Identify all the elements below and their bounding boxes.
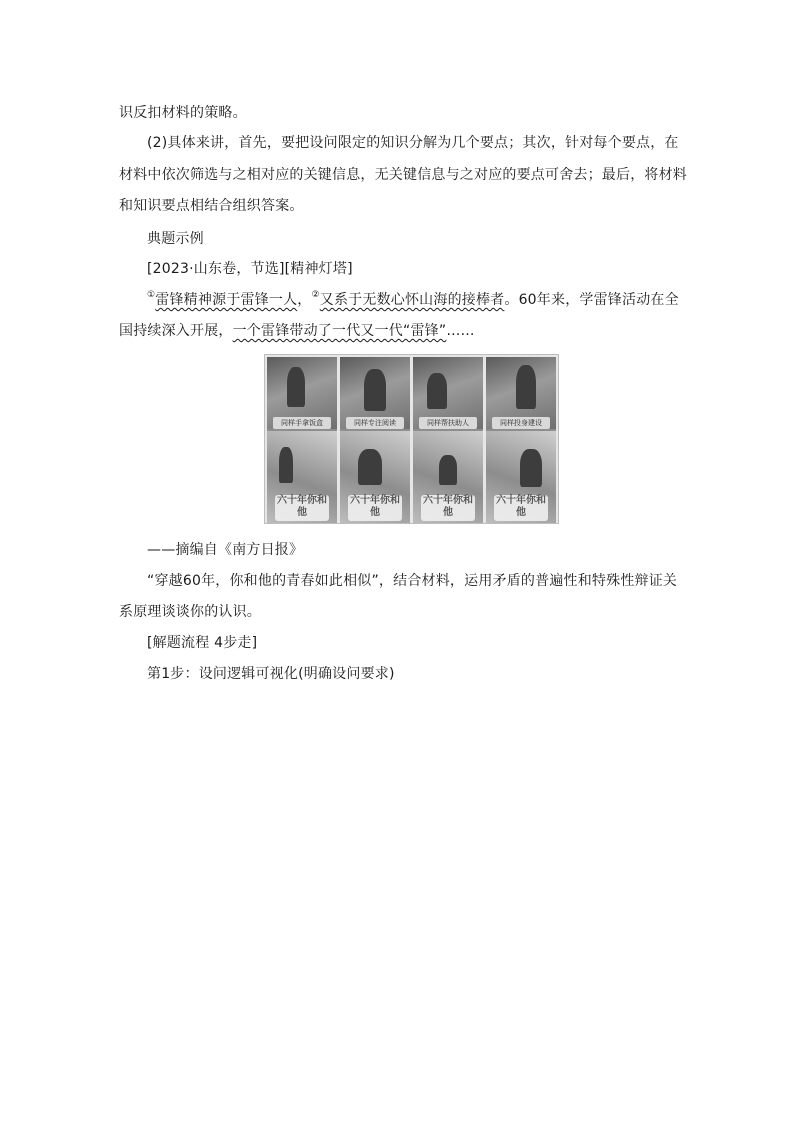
panel-badge: 六十年你和他: [421, 495, 475, 521]
photo-panel: [340, 357, 410, 523]
panel-caption: 同样专注阅读: [346, 417, 404, 429]
underlined-phrase-2: 又系于无数心怀山海的接棒者: [319, 292, 505, 308]
material-text: 。60年来，学雷锋活动在全: [504, 292, 679, 308]
panel-badge: 六十年你和他: [494, 495, 548, 521]
photo-collage: [264, 354, 559, 524]
underlined-phrase-1: 雷锋精神源于雷锋一人: [155, 292, 298, 308]
text-line: (2)具体来讲，首先，要把设问限定的知识分解为几个要点；其次，针对每个要点，在: [147, 135, 679, 151]
photo-panel: [413, 357, 483, 523]
person-silhouette: [516, 365, 536, 409]
question-line: 系原理谈谈你的认识。: [119, 604, 261, 620]
marker-2: ②: [311, 290, 320, 300]
citation: ——摘编自《南方日报》: [147, 542, 304, 558]
text-line: 识反扣材料的策略。: [119, 105, 247, 121]
underlined-phrase-3: 一个雷锋带动了一代又一代“雷锋”: [232, 323, 447, 339]
person-silhouette: [358, 449, 382, 485]
photo-panel: [486, 357, 556, 523]
material-line-1: [147, 290, 707, 310]
marker-1: ①: [147, 290, 156, 300]
material-text: 国持续深入开展，: [119, 323, 233, 339]
panel-badge: 六十年你和他: [275, 495, 329, 521]
person-silhouette: [364, 369, 386, 411]
panel-caption: 同样帮扶助人: [419, 417, 477, 429]
text-line: 材料中依次筛选与之相对应的关键信息，无关键信息与之对应的要点可舍去；最后，将材料: [119, 167, 687, 183]
process-heading: [解题流程 4步走]: [147, 635, 258, 651]
section-heading: 典题示例: [147, 231, 204, 247]
person-silhouette: [520, 449, 542, 487]
material-line-2: [119, 321, 679, 341]
person-silhouette: [287, 367, 305, 407]
step-line: 第1步：设问逻辑可视化(明确设问要求): [147, 666, 395, 682]
question-line: “穿越60年，你和他的青春如此相似”，结合材料，运用矛盾的普遍性和特殊性辩证关: [147, 573, 678, 589]
panel-badge: 六十年你和他: [348, 495, 402, 521]
source-tag: [2023·山东卷，节选][精神灯塔]: [147, 261, 353, 277]
person-silhouette: [427, 373, 447, 409]
person-silhouette: [279, 447, 293, 483]
panel-caption: 同样手拿饭盒: [273, 417, 331, 429]
photo-panel: [267, 357, 337, 523]
person-silhouette: [439, 455, 457, 485]
text-line: 和知识要点相结合组织答案。: [119, 198, 304, 214]
separator: ，: [297, 292, 312, 308]
ellipsis: ……: [446, 323, 475, 339]
panel-caption: 同样投身建设: [492, 417, 550, 429]
